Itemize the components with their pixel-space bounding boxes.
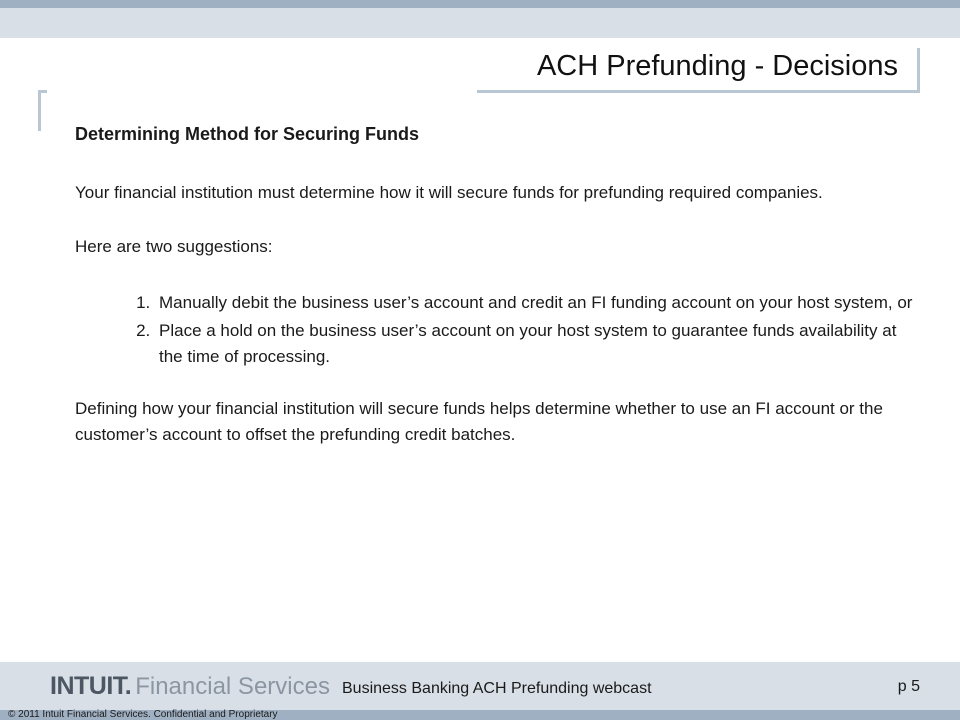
suggestion-list: [75, 290, 915, 370]
slide-title: ACH Prefunding - Decisions: [536, 50, 898, 82]
top-band-light: [0, 8, 960, 38]
paragraph-conclusion: Defining how your financial institution will secure funds helps determine whether to use an FI account or the customer’s account to offset the prefunding credit batches.: [75, 399, 883, 444]
slide-content: [75, 122, 915, 448]
body-bracket: [38, 90, 47, 131]
copyright-notice: © 2011 Intuit Financial Services. Confidential and Proprietary: [8, 709, 278, 720]
logo-brand: INTUIT.: [50, 672, 132, 700]
paragraph-intro: Your financial institution must determine how it will secure funds for prefunding required companies.: [75, 183, 823, 202]
logo-subtitle: Financial Services: [135, 673, 330, 700]
intuit-logo: [50, 672, 330, 701]
webcast-title: Business Banking ACH Prefunding webcast: [342, 680, 652, 697]
list-item: 2. Place a hold on the business user’s account on your host system to guarantee funds availability at the time of processing.: [155, 318, 915, 370]
section-heading: Determining Method for Securing Funds: [75, 124, 420, 144]
top-band: [0, 0, 960, 8]
list-item: 1. Manually debit the business user’s account and credit an FI funding account on your host system, or: [155, 290, 915, 316]
page-number: p 5: [897, 678, 920, 695]
paragraph-suggestions: Here are two suggestions:: [75, 237, 273, 256]
